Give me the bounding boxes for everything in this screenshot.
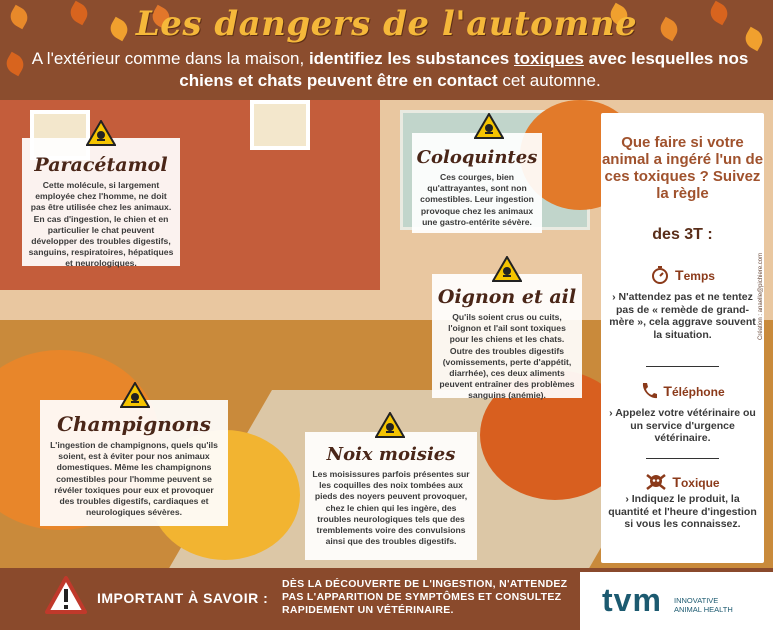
rule-heading-temps xyxy=(601,265,764,285)
card-text: L'ingestion de champignons, quels qu'ils soient, est à éviter pour nos animaux domestiques. Même les champignons comestibles pour l'homme peuvent se révéler toxiques pour eux et provoquer des troubles digestifs, cardiaques et neurologiques sévères. xyxy=(50,440,218,518)
divider xyxy=(646,458,719,459)
card-title: Coloquintes xyxy=(416,147,538,168)
card-champignons xyxy=(40,400,228,526)
rule-cap: T xyxy=(663,383,672,399)
warning-skull-icon xyxy=(375,412,405,438)
stopwatch-icon xyxy=(650,265,670,285)
card-title: Noix moisies xyxy=(326,444,456,465)
warning-skull-icon xyxy=(492,256,522,282)
card-title: Oignon et ail xyxy=(437,286,577,308)
three-t-panel xyxy=(601,113,764,563)
subtitle-bold: identifiez les substances xyxy=(308,49,514,68)
logo-tagline-line: ANIMAL HEALTH xyxy=(674,605,733,614)
footer-text: DÈS LA DÉCOUVERTE DE L'INGESTION, N'ATTENDEZ PAS L'APPARITION DE SYMPTÔMES ET CONSULTEZ RAPIDEMENT UN VÉTÉRINAIRE. xyxy=(282,578,568,616)
card-noix-moisies xyxy=(305,432,477,560)
rule-cap: T xyxy=(675,267,684,283)
warning-skull-icon xyxy=(474,113,504,139)
logo-name: tvm xyxy=(602,582,662,618)
card-text: Ces courges, bien qu'attrayantes, sont non comestibles. Leur ingestion provoque chez les animaux une gastro-entérite sévère. xyxy=(420,172,534,227)
card-title: Champignons xyxy=(57,412,211,436)
logo-tagline xyxy=(674,596,733,614)
rule-label: emps xyxy=(683,269,715,283)
warning-skull-icon xyxy=(120,382,150,408)
rule-label: oxique xyxy=(680,476,720,490)
rule-heading-toxique xyxy=(601,473,764,491)
page-subtitle xyxy=(30,48,750,92)
warning-skull-icon xyxy=(86,120,116,146)
card-title: Paracétamol xyxy=(34,154,168,176)
credit-text: Création : anaelle@pichiere.com xyxy=(758,252,764,340)
subtitle-text: A l'extérieur comme dans la maison, xyxy=(31,49,309,68)
window-illustration xyxy=(250,100,310,150)
rule-text: › Appelez votre vétérinaire ou un service d'urgence vétérinaire. xyxy=(609,407,756,444)
panel-rule: des 3T : xyxy=(652,226,713,243)
card-coloquintes xyxy=(412,133,542,233)
rule-heading-telephone xyxy=(601,381,764,401)
rule-text: › Indiquez le produit, la quantité et l'heure d'ingestion si vous les connaissez. xyxy=(608,493,757,530)
card-paracetamol xyxy=(22,138,180,269)
panel-question: Que faire si votre animal a ingéré l'un de ces toxiques ? Suivez la règle xyxy=(601,134,764,202)
subtitle-text: cet automne. xyxy=(497,71,601,90)
card-oignon-ail xyxy=(432,274,582,401)
phone-icon xyxy=(640,381,658,401)
subtitle-bold: avec lesquelles nos chiens et chats peuvent être en contact xyxy=(179,49,749,90)
rule-label: éléphone xyxy=(671,385,725,399)
card-text: Cette molécule, si largement employée chez l'homme, ne doit pas être utilisée chez les animaux. En cas d'ingestion, le chien et en particulier le chat peuvent développer des troubles digestifs, sanguins, respiratoires, hépatiques et neurologiques. xyxy=(28,180,174,269)
header-banner xyxy=(0,0,773,100)
rule-text: › N'attendez pas et ne tentez pas de « remède de grand-mère », cela aggrave souvent la situation. xyxy=(609,291,756,341)
rule-heading-text xyxy=(663,383,724,399)
footer-label: IMPORTANT À SAVOIR : xyxy=(97,590,269,606)
page-title: Les dangers de l'automne xyxy=(135,4,638,44)
logo-tagline-line: INNOVATIVE xyxy=(674,596,719,605)
rule-heading-text xyxy=(672,474,719,490)
rule-cap: T xyxy=(672,474,681,490)
skull-icon xyxy=(645,473,667,491)
divider xyxy=(646,366,719,367)
subtitle-underline: toxiques xyxy=(513,49,584,68)
rule-heading-text xyxy=(675,267,715,283)
warning-icon xyxy=(45,576,87,614)
leaf-decoration xyxy=(3,52,28,77)
tvm-logo xyxy=(580,572,773,630)
card-text: Qu'ils soient crus ou cuits, l'oignon et l'ail sont toxiques pour les chiens et les chats. Outre des troubles digestifs (vomissements, perte d'appétit, diarrhée), ces deux aliments peuvent entraîner des problèmes sanguins (anémie). xyxy=(439,312,575,401)
card-text: Les moisissures parfois présentes sur les coquilles des noix tombées aux pieds des noyers peuvent provoquer, chez le chien qui les ingère, des troubles neurologiques tels que des tremblements voire des convulsions ainsi que des troubles digestifs. xyxy=(312,469,470,547)
